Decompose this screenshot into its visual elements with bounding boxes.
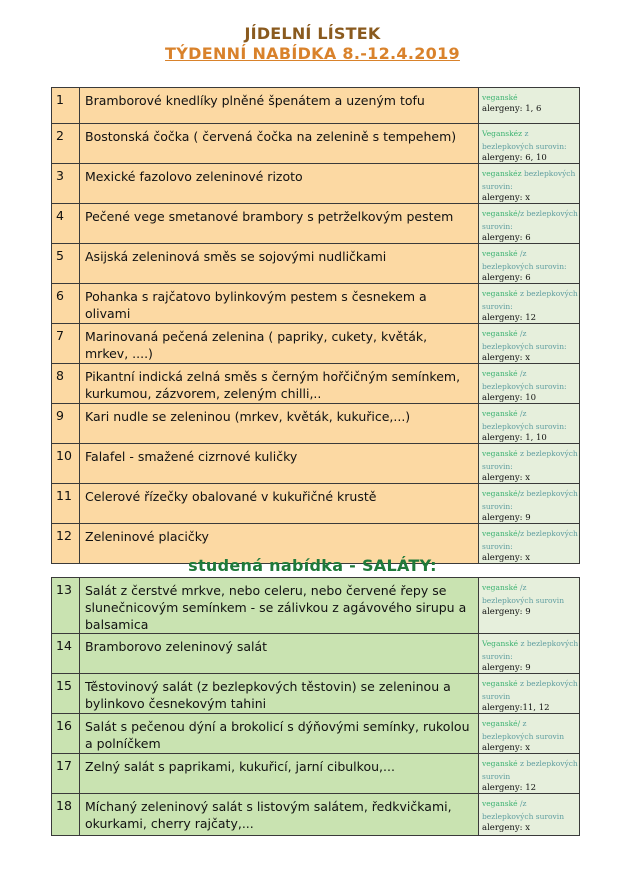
vegan-label: veganské (482, 93, 518, 102)
item-number: 7 (52, 324, 80, 364)
gluten-free-label: /z bezlepkových surovin (482, 799, 565, 821)
item-info (479, 124, 580, 164)
item-name: Marinovaná pečená zelenina ( papriky, cukety, květák, mrkev, ....) (80, 324, 479, 364)
gluten-free-label: z bezlepkových surovin (482, 759, 578, 781)
allergens-label: alergeny: 9 (482, 607, 531, 617)
gluten-free-label: z bezlepkových surovin: (482, 639, 579, 661)
allergens-label: alergeny: 6 (482, 273, 531, 283)
item-name: Mexické fazolovo zeleninové rizoto (80, 164, 479, 204)
allergens-label: alergeny: 1, 6 (482, 104, 542, 114)
menu-row (52, 284, 580, 324)
item-number: 11 (52, 484, 80, 524)
allergens-label: alergeny: x (482, 553, 530, 563)
item-info (479, 714, 580, 754)
vegan-label: veganské/ (482, 209, 521, 218)
item-name: Zelný salát s paprikami, kukuřicí, jarní cibulkou,... (80, 754, 479, 794)
gluten-free-label: /z bezlepkových surovin: (482, 369, 567, 391)
vegan-label: Veganské (482, 639, 519, 648)
allergens-label: alergeny: 6 (482, 233, 531, 243)
vegan-label: veganskéz (482, 169, 522, 178)
menu-row (52, 578, 580, 634)
allergens-label: alergeny: 12 (482, 313, 537, 323)
item-name: Asijská zeleninová směs se sojovými nudličkami (80, 244, 479, 284)
item-info (479, 204, 580, 244)
gluten-free-label: z bezlepkových surovin: (482, 289, 578, 311)
item-number: 15 (52, 674, 80, 714)
allergens-label: alergeny: 9 (482, 513, 531, 523)
item-number: 6 (52, 284, 80, 324)
cold-section-title: studená nabídka - SALÁTY: (188, 556, 437, 575)
item-number: 14 (52, 634, 80, 674)
item-name: Zeleninové placičky (80, 524, 479, 564)
item-number: 5 (52, 244, 80, 284)
vegan-label: veganské (482, 449, 518, 458)
allergens-label: alergeny: x (482, 743, 530, 753)
vegan-label: Veganskéz (482, 129, 523, 138)
gluten-free-label: /z bezlepkových surovin: (482, 249, 567, 271)
page-subtitle: TÝDENNÍ NABÍDKA 8.-12.4.2019 (165, 44, 460, 63)
menu-row (52, 714, 580, 754)
allergens-label: alergeny: x (482, 353, 530, 363)
item-info (479, 674, 580, 714)
menu-row (52, 364, 580, 404)
gluten-free-label: z bezlepkových surovin: (482, 489, 578, 511)
item-number: 18 (52, 794, 80, 836)
item-name: Bramborové knedlíky plněné špenátem a uzeným tofu (80, 88, 479, 124)
item-name: Celerové řízečky obalované v kukuřičné krustě (80, 484, 479, 524)
item-name: Těstovinový salát (z bezlepkových těstovin) se zeleninou a bylinkovo česnekovým tahini (80, 674, 479, 714)
allergens-label: alergeny: 6, 10 (482, 153, 547, 163)
menu-row (52, 444, 580, 484)
allergens-label: alergeny: 12 (482, 783, 537, 793)
item-info (479, 634, 580, 674)
item-number: 17 (52, 754, 80, 794)
item-number: 2 (52, 124, 80, 164)
menu-row (52, 124, 580, 164)
menu-row (52, 88, 580, 124)
item-info (479, 284, 580, 324)
item-number: 16 (52, 714, 80, 754)
menu-row (52, 794, 580, 836)
item-info (479, 444, 580, 484)
allergens-label: alergeny: x (482, 473, 530, 483)
item-name: Salát s pečenou dýní a brokolicí s dýňovými semínky, rukolou a polníčkem (80, 714, 479, 754)
item-name: Salát z čerstvé mrkve, nebo celeru, nebo červené řepy se slunečnicovým semínkem - se zálivkou z agávového sirupu a balsamica (80, 578, 479, 634)
item-name: Míchaný zeleninový salát s listovým salátem, ředkvičkami, okurkami, cherry rajčaty,... (80, 794, 479, 836)
item-name: Pohanka s rajčatovo bylinkovým pestem s česnekem a olivami (80, 284, 479, 324)
vegan-label: veganské (482, 759, 518, 768)
item-info (479, 244, 580, 284)
item-number: 9 (52, 404, 80, 444)
vegan-label: veganské (482, 679, 518, 688)
vegan-label: veganské (482, 799, 518, 808)
item-info (479, 578, 580, 634)
menu-row (52, 244, 580, 284)
item-name: Falafel - smažené cizrnové kuličky (80, 444, 479, 484)
menu-row (52, 204, 580, 244)
item-info (479, 88, 580, 124)
gluten-free-label: /z bezlepkových surovin: (482, 329, 567, 351)
menu-row (52, 404, 580, 444)
item-number: 12 (52, 524, 80, 564)
item-name: Pikantní indická zelná směs s černým hořčičným semínkem, kurkumou, zázvorem, zeleným chilli,.. (80, 364, 479, 404)
vegan-label: veganské (482, 409, 518, 418)
menu-row (52, 634, 580, 674)
item-info (479, 364, 580, 404)
gluten-free-label: /z bezlepkových surovin: (482, 409, 567, 431)
item-number: 10 (52, 444, 80, 484)
gluten-free-label: z bezlepkových surovin: (482, 129, 567, 151)
gluten-free-label: bezlepkových surovin: (482, 169, 576, 191)
vegan-label: veganské/ (482, 529, 521, 538)
item-info (479, 324, 580, 364)
vegan-label: veganské (482, 583, 518, 592)
item-info (479, 754, 580, 794)
gluten-free-label: z bezlepkových surovin: (482, 449, 578, 471)
item-info (479, 484, 580, 524)
menu-row (52, 754, 580, 794)
allergens-label: alergeny: x (482, 193, 530, 203)
vegan-label: veganské/ (482, 719, 521, 728)
vegan-label: veganské (482, 289, 518, 298)
item-number: 13 (52, 578, 80, 634)
page-title: JÍDELNÍ LÍSTEK (244, 24, 381, 43)
gluten-free-label: z bezlepkových surovin (482, 679, 578, 701)
menu-row (52, 324, 580, 364)
item-number: 1 (52, 88, 80, 124)
item-info (479, 164, 580, 204)
menu-row (52, 674, 580, 714)
allergens-label: alergeny: 10 (482, 393, 537, 403)
item-info (479, 794, 580, 836)
menu-row (52, 484, 580, 524)
item-number: 4 (52, 204, 80, 244)
gluten-free-label: /z bezlepkových surovin (482, 583, 565, 605)
vegan-label: veganské/ (482, 489, 521, 498)
gluten-free-label: z bezlepkových surovin: (482, 209, 578, 231)
item-info (479, 404, 580, 444)
allergens-label: alergeny: x (482, 823, 530, 833)
item-name: Bramborovo zeleninový salát (80, 634, 479, 674)
allergens-label: alergeny: 9 (482, 663, 531, 673)
item-name: Bostonská čočka ( červená čočka na zelenině s tempehem) (80, 124, 479, 164)
vegan-label: veganské (482, 369, 518, 378)
hot-menu-table (51, 87, 580, 564)
vegan-label: veganské (482, 249, 518, 258)
allergens-label: alergeny: 1, 10 (482, 433, 547, 443)
item-number: 8 (52, 364, 80, 404)
gluten-free-label: z bezlepkových surovin: (482, 529, 578, 551)
cold-menu-table (51, 577, 580, 836)
menu-row (52, 164, 580, 204)
allergens-label: alergeny:11, 12 (482, 703, 550, 713)
item-name: Pečené vege smetanové brambory s petrželkovým pestem (80, 204, 479, 244)
gluten-free-label: z bezlepkových surovin (482, 719, 565, 741)
item-number: 3 (52, 164, 80, 204)
item-name: Kari nudle se zeleninou (mrkev, květák, kukuřice,...) (80, 404, 479, 444)
vegan-label: veganské (482, 329, 518, 338)
